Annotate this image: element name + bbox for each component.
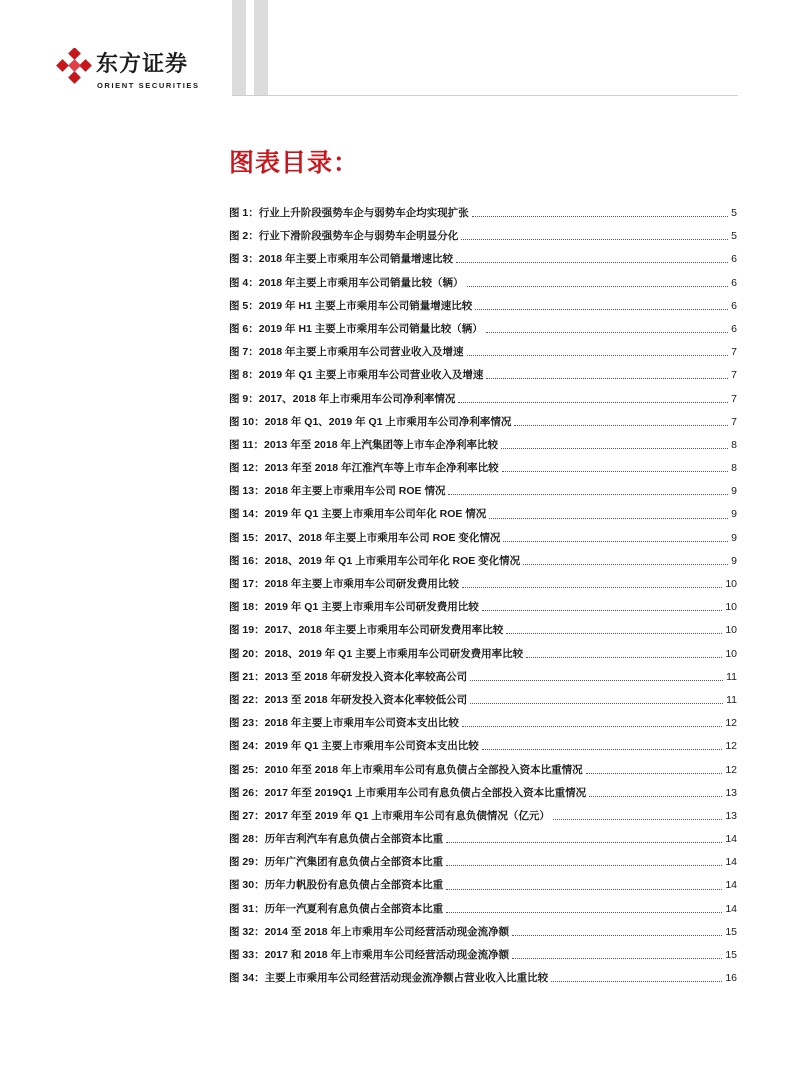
toc-entry-label: 图 29：历年广汽集团有息负债占全部资本比重 <box>229 856 444 869</box>
toc-entry-page: 14 <box>725 879 737 892</box>
toc-leader-dots <box>512 957 722 959</box>
toc-entry-label: 图 8：2019 年 Q1 主要上市乘用车公司营业收入及增速 <box>229 369 484 382</box>
toc-entry[interactable] <box>229 457 737 480</box>
toc-entry[interactable] <box>229 527 737 550</box>
toc-leader-dots <box>589 795 722 797</box>
toc-entry[interactable] <box>229 388 737 411</box>
toc-entry[interactable] <box>229 874 737 897</box>
toc-entry-page: 9 <box>731 485 737 498</box>
toc-leader-dots <box>467 354 729 356</box>
toc-entry-label: 图 16：2018、2019 年 Q1 上市乘用车公司年化 ROE 变化情况 <box>229 554 521 567</box>
toc-entry[interactable] <box>229 202 737 225</box>
toc-entry-page: 11 <box>726 693 737 706</box>
toc-entry-page: 5 <box>731 230 737 243</box>
toc-entry[interactable] <box>229 434 737 457</box>
toc-leader-dots <box>467 285 729 287</box>
toc-entry-page: 6 <box>731 299 737 312</box>
toc-entry-label: 图 17：2018 年主要上市乘用车公司研发费用比较 <box>229 578 459 590</box>
toc-entry[interactable] <box>229 712 737 735</box>
toc-entry-label: 图 4：2018 年主要上市乘用车公司销量比较（辆） <box>229 276 464 289</box>
toc-entry[interactable] <box>229 735 737 758</box>
toc-entry[interactable] <box>229 619 737 642</box>
toc-leader-dots <box>461 238 728 240</box>
toc-entry-page: 12 <box>725 763 737 776</box>
brand-name-en: ORIENT SECURITIES <box>97 81 200 90</box>
toc-entry-page: 7 <box>731 369 737 382</box>
toc-entry[interactable] <box>229 643 737 666</box>
toc-entry[interactable] <box>229 851 737 874</box>
toc-entry-label: 图 13：2018 年主要上市乘用车公司 ROE 情况 <box>229 485 446 498</box>
toc-entry-page: 6 <box>731 253 737 266</box>
toc-leader-dots <box>512 934 722 936</box>
toc-entry-label: 图 5：2019 年 H1 主要上市乘用车公司销量增速比较 <box>229 299 473 312</box>
toc-entry[interactable] <box>229 805 737 828</box>
toc-entry-label: 图 11：2013 年至 2018 年上汽集团等上市车企净利率比较 <box>229 438 498 451</box>
toc-leader-dots <box>462 586 722 588</box>
toc-entry-label: 图 9：2017、2018 年上市乘用车公司净利率情况 <box>229 392 456 405</box>
toc-leader-dots <box>486 331 728 333</box>
toc-entry-page: 10 <box>725 601 737 614</box>
toc-entry[interactable] <box>229 898 737 921</box>
toc-entry[interactable] <box>229 480 737 503</box>
toc-entry-label: 图 25：2010 年至 2018 年上市乘用车公司有息负债占全部投入资本比重情况 <box>229 763 583 776</box>
toc-entry[interactable] <box>229 248 737 271</box>
toc-entry-page: 11 <box>726 670 737 683</box>
toc-entry-page: 7 <box>731 392 737 405</box>
toc-entry-label: 图 1：行业上升阶段强势车企与弱势车企均实现扩张 <box>229 207 469 219</box>
toc-entry-label: 图 34：主要上市乘用车公司经营活动现金流净额占营业收入比重比较 <box>229 972 549 985</box>
toc-leader-dots <box>523 563 728 565</box>
toc-leader-dots <box>475 308 728 310</box>
toc-entry-label: 图 33：2017 和 2018 年上市乘用车公司经营活动现金流净额 <box>229 949 510 961</box>
toc-entry-page: 6 <box>731 322 737 335</box>
toc-entry-label: 图 22：2013 至 2018 年研发投入资本化率较低公司 <box>229 693 468 706</box>
toc-entry-page: 15 <box>725 925 737 938</box>
brand-name-cn: 东方证券 <box>96 51 189 76</box>
toc-entry[interactable] <box>229 666 737 689</box>
toc-entry[interactable] <box>229 411 737 434</box>
toc-leader-dots <box>446 911 722 913</box>
toc-leader-dots <box>501 447 728 449</box>
toc-entry-label: 图 15：2017、2018 年主要上市乘用车公司 ROE 变化情况 <box>229 531 501 544</box>
toc-entry[interactable] <box>229 364 737 387</box>
toc-entry-label: 图 14：2019 年 Q1 主要上市乘用车公司年化 ROE 情况 <box>229 508 487 521</box>
toc-leader-dots <box>482 748 723 750</box>
toc-entry-label: 图 20：2018、2019 年 Q1 主要上市乘用车公司研发费用率比较 <box>229 647 524 660</box>
toc-leader-dots <box>448 493 728 495</box>
toc-entry[interactable] <box>229 318 737 341</box>
toc-leader-dots <box>502 470 729 472</box>
toc-entry-label: 图 23：2018 年主要上市乘用车公司资本支出比较 <box>229 717 459 730</box>
toc-entry-label: 图 18：2019 年 Q1 主要上市乘用车公司研发费用比较 <box>229 601 479 614</box>
toc-entry-page: 7 <box>731 415 737 428</box>
toc-entry[interactable] <box>229 550 737 573</box>
header-decor-bar <box>254 0 268 95</box>
toc-entry[interactable] <box>229 828 737 851</box>
header-divider <box>232 95 738 96</box>
toc-entry-label: 图 31：历年一汽夏利有息负债占全部资本比重 <box>229 902 444 915</box>
toc-entry-label: 图 26：2017 年至 2019Q1 上市乘用车公司有息负债占全部投入资本比重情况 <box>229 786 587 799</box>
toc-leader-dots <box>503 540 728 542</box>
toc-entry-label: 图 19：2017、2018 年主要上市乘用车公司研发费用率比较 <box>229 624 504 637</box>
toc-leader-dots <box>472 215 728 217</box>
toc-entry-label: 图 10：2018 年 Q1、2019 年 Q1 上市乘用车公司净利率情况 <box>229 415 512 428</box>
toc-leader-dots <box>506 632 722 634</box>
toc-leader-dots <box>514 424 728 426</box>
toc-title: 图表目录： <box>229 149 360 177</box>
toc-entry-label: 图 32：2014 至 2018 年上市乘用车公司经营活动现金流净额 <box>229 925 510 938</box>
toc-entry[interactable] <box>229 967 737 990</box>
toc-entry-page: 15 <box>725 949 737 961</box>
toc-entry-page: 14 <box>725 902 737 915</box>
toc-entry-page: 8 <box>731 438 737 451</box>
toc-leader-dots <box>486 377 728 379</box>
toc-leader-dots <box>456 261 728 263</box>
toc-leader-dots <box>586 772 723 774</box>
toc-list <box>229 202 737 990</box>
toc-entry-page: 8 <box>731 462 737 475</box>
toc-entry-page: 13 <box>725 809 737 822</box>
toc-entry-page: 16 <box>725 972 737 985</box>
page-header <box>0 0 793 96</box>
toc-leader-dots <box>551 980 722 982</box>
toc-entry-label: 图 7：2018 年主要上市乘用车公司营业收入及增速 <box>229 346 464 359</box>
toc-entry-label: 图 12：2013 年至 2018 年江淮汽车等上市车企净利率比较 <box>229 462 499 475</box>
toc-entry-page: 12 <box>725 717 737 730</box>
toc-leader-dots <box>446 888 722 890</box>
toc-entry[interactable] <box>229 341 737 364</box>
toc-entry[interactable] <box>229 596 737 619</box>
toc-leader-dots <box>553 818 722 820</box>
toc-entry[interactable] <box>229 782 737 805</box>
toc-entry-page: 6 <box>731 276 737 289</box>
toc-entry-page: 10 <box>725 578 737 590</box>
toc-entry-page: 10 <box>725 647 737 660</box>
toc-entry[interactable] <box>229 759 737 782</box>
toc-entry[interactable] <box>229 921 737 944</box>
toc-entry[interactable] <box>229 573 737 596</box>
toc-leader-dots <box>470 702 723 704</box>
toc-entry-page: 9 <box>731 508 737 521</box>
toc-entry-page: 5 <box>731 207 737 219</box>
toc-entry-label: 图 24：2019 年 Q1 主要上市乘用车公司资本支出比较 <box>229 740 479 753</box>
orient-securities-logo-icon <box>56 48 92 84</box>
toc-entry-page: 13 <box>725 786 737 799</box>
toc-leader-dots <box>446 841 722 843</box>
toc-entry-label: 图 21：2013 至 2018 年研发投入资本化率较高公司 <box>229 670 468 683</box>
header-decor-bar <box>232 0 246 95</box>
toc-entry[interactable] <box>229 272 737 295</box>
toc-leader-dots <box>489 517 728 519</box>
toc-entry[interactable] <box>229 225 737 248</box>
toc-entry-page: 14 <box>725 833 737 846</box>
toc-entry-label: 图 30：历年力帆股份有息负债占全部资本比重 <box>229 879 444 892</box>
toc-entry-page: 14 <box>725 856 737 869</box>
toc-entry-page: 7 <box>731 346 737 359</box>
toc-entry[interactable] <box>229 503 737 526</box>
toc-entry-label: 图 6：2019 年 H1 主要上市乘用车公司销量比较（辆） <box>229 322 483 335</box>
toc-entry-page: 9 <box>731 531 737 544</box>
toc-entry-page: 9 <box>731 554 737 567</box>
toc-entry-page: 12 <box>725 740 737 753</box>
toc-entry-page: 10 <box>725 624 737 637</box>
toc-leader-dots <box>446 864 722 866</box>
toc-leader-dots <box>458 401 728 403</box>
toc-entry-label: 图 27：2017 年至 2019 年 Q1 上市乘用车公司有息负债情况（亿元） <box>229 809 550 822</box>
toc-entry[interactable] <box>229 689 737 712</box>
toc-leader-dots <box>470 679 723 681</box>
toc-leader-dots <box>526 656 722 658</box>
toc-leader-dots <box>462 725 722 727</box>
toc-entry[interactable] <box>229 944 737 967</box>
toc-entry[interactable] <box>229 295 737 318</box>
toc-entry-label: 图 2：行业下滑阶段强势车企与弱势车企明显分化 <box>229 230 459 243</box>
toc-entry-label: 图 28：历年吉利汽车有息负债占全部资本比重 <box>229 833 444 846</box>
toc-entry-label: 图 3：2018 年主要上市乘用车公司销量增速比较 <box>229 253 454 266</box>
toc-leader-dots <box>482 609 723 611</box>
